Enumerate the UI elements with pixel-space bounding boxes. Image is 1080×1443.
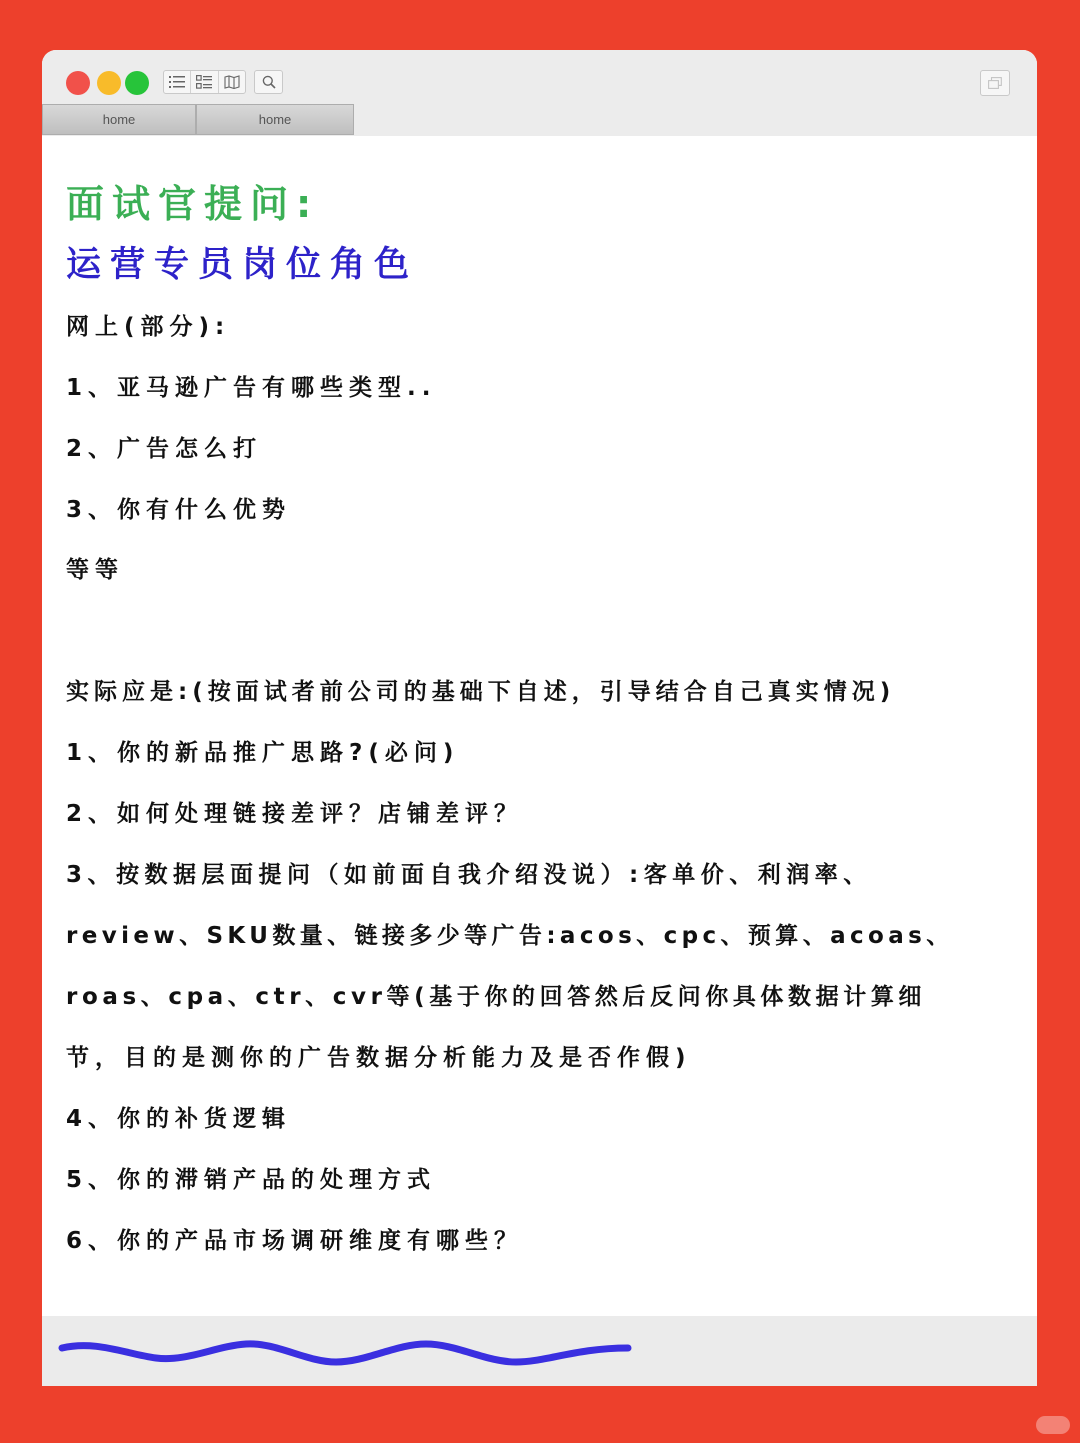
list-item: 1、你的新品推广思路?(必问) (66, 740, 460, 766)
view-mode-group (163, 70, 246, 94)
list-item: 1、亚马逊广告有哪些类型.. (66, 375, 437, 401)
actual-heading: 实际应是:(按面试者前公司的基础下自述，引导结合自己真实情况) (66, 679, 896, 705)
detail-view-icon[interactable] (190, 71, 217, 93)
list-item: 等等 (66, 557, 124, 583)
page-title: 面试官提问: (66, 182, 320, 226)
list-item: 2、如何处理链接差评？店铺差评？ (66, 801, 524, 827)
list-item: 3、你有什么优势 (66, 497, 292, 523)
watermark-badge (1036, 1416, 1070, 1434)
page-subtitle: 运营专员岗位角色 (66, 245, 419, 285)
window-restore-icon (988, 77, 1002, 89)
close-button[interactable] (66, 71, 90, 95)
list-item: 3、按数据层面提问（如前面自我介绍没说）:客单价、利润率、 (66, 862, 872, 888)
search-button[interactable] (254, 70, 283, 94)
maximize-button[interactable] (125, 71, 149, 95)
minimize-button[interactable] (97, 71, 121, 95)
list-item: 节，目的是测你的广告数据分析能力及是否作假) (66, 1045, 692, 1071)
footer-bar (42, 1316, 1037, 1386)
map-icon[interactable] (218, 71, 245, 93)
list-item: 2、广告怎么打 (66, 436, 263, 462)
browser-window (42, 50, 1037, 1386)
title-bar (42, 50, 1037, 136)
tab-home-2[interactable]: home (196, 104, 354, 135)
online-heading: 网上(部分): (66, 314, 231, 340)
tab-home-1[interactable]: home (42, 104, 196, 135)
search-icon (262, 75, 276, 89)
list-item: roas、cpa、ctr、cvr等(基于你的回答然后反问你具体数据计算细 (66, 984, 927, 1010)
list-item: 4、你的补货逻辑 (66, 1106, 292, 1132)
list-item: 6、你的产品市场调研维度有哪些？ (66, 1228, 524, 1254)
list-item: 5、你的滞销产品的处理方式 (66, 1167, 437, 1193)
window-restore-button[interactable] (980, 70, 1010, 96)
wavy-line-decoration (56, 1334, 636, 1374)
list-view-icon[interactable] (164, 71, 190, 93)
list-item: review、SKU数量、链接多少等广告:acos、cpc、预算、acoas、 (66, 923, 954, 949)
